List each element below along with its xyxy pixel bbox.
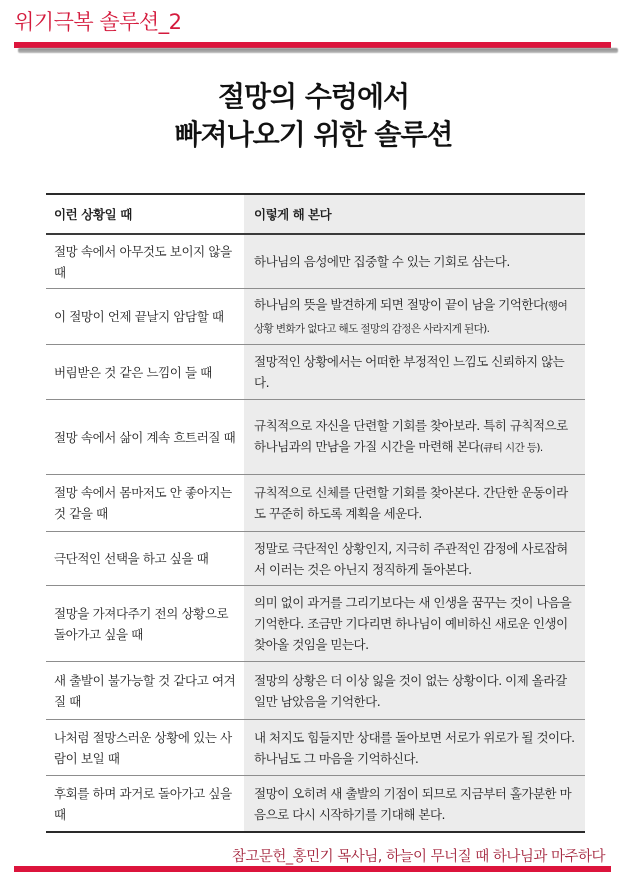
table-row	[46, 532, 585, 586]
situation-cell: 극단적인 선택을 하고 싶을 때	[54, 551, 209, 566]
table-row	[46, 235, 585, 289]
action-text: 의미 없이 과거를 그리기보다는 새 인생을 꿈꾸는 것이 나음을 기억한다. 조금만 기다리면 하나님이 예비하신 새로운 인생이 찾아올 것임을 믿는다.	[254, 595, 572, 652]
action-text: 내 처지도 힘들지만 상대를 돌아보면 서로가 위로가 될 것이다. 하나님도 그 마음을 기억하신다.	[254, 729, 575, 766]
table-row	[46, 400, 585, 475]
situation-cell: 버림받은 것 같은 느낌이 들 때	[54, 364, 212, 380]
action-text: 하나님의 음성에만 집중할 수 있는 기회로 삼는다.	[254, 254, 510, 269]
action-cell	[244, 662, 585, 719]
situation-cell: 나처럼 절망스러운 상황에 있는 사람이 보일 때	[54, 729, 232, 766]
situation-cell: 절망 속에서 몸마저도 안 좋아지는 것 같을 때	[54, 485, 232, 521]
situation-cell: 이 절망이 언제 끝날지 암담할 때	[54, 309, 224, 324]
situation-cell: 절망 속에서 삶이 계속 흐트러질 때	[54, 429, 236, 445]
action-text: 정말로 극단적인 상황인지, 지극히 주관적인 감정에 사로잡혀서 이러는 것은 아닌지 정직하게 돌아본다.	[254, 540, 568, 577]
footer-divider	[14, 866, 611, 872]
table-row	[46, 475, 585, 532]
table-row	[46, 776, 585, 833]
action-cell	[244, 720, 585, 775]
section-title: 위기극복 솔루션_2	[14, 10, 182, 34]
table-row	[46, 345, 585, 400]
action-cell	[244, 400, 585, 474]
table-header-row	[46, 195, 585, 235]
table-row	[46, 289, 585, 345]
situation-cell: 새 출발이 불가능할 것 같다고 여겨질 때	[54, 672, 236, 709]
header-shadow	[18, 48, 618, 53]
action-note: (큐티 시간 등).	[479, 442, 543, 454]
action-cell	[244, 586, 585, 661]
action-text: 절망적인 상황에서는 어떠한 부정적인 느낌도 신뢰하지 않는다.	[254, 354, 565, 390]
action-text: 규칙적으로 자신을 단련할 기회를 찾아보라. 특히 규칙적으로 하나님과의 만남을 가질 시간을 마련해 본다	[254, 418, 568, 454]
action-cell	[244, 776, 585, 831]
action-text: 규칙적으로 신체를 단련할 기회를 찾아본다. 간단한 운동이라도 꾸준히 하도록 계획을 세운다.	[254, 485, 568, 521]
action-text: 절망이 오히려 새 출발의 기점이 되므로 지금부터 홀가분한 마음으로 다시 시작하기를 기대해 본다.	[254, 785, 572, 822]
situation-cell: 후회를 하며 과거로 돌아가고 싶을 때	[54, 785, 232, 822]
action-text: 절망의 상황은 더 이상 잃을 것이 없는 상황이다. 이제 올라갈 일만 남았음을 기억한다.	[254, 672, 567, 709]
action-cell	[244, 532, 585, 585]
action-cell	[244, 235, 585, 288]
table-row	[46, 720, 585, 776]
column-header-situation: 이런 상황일 때	[54, 206, 132, 222]
page-title-line1: 절망의 수렁에서	[217, 80, 410, 113]
action-note: (행여 상황 변화가 없다고 해도 절망의 감정은 사라지게 된다).	[254, 299, 568, 335]
table-row	[46, 662, 585, 720]
table-row	[46, 586, 585, 662]
situation-cell: 절망을 가져다주기 전의 상황으로 돌아가고 싶을 때	[54, 605, 229, 642]
action-cell	[244, 345, 585, 399]
action-cell	[244, 289, 585, 344]
action-cell	[244, 475, 585, 531]
solution-table	[46, 193, 585, 833]
situation-cell: 절망 속에서 아무것도 보이지 않을 때	[54, 243, 232, 280]
action-text: 하나님의 뜻을 발견하게 되면 절망이 끝이 남을 기억한다	[254, 296, 545, 312]
column-header-action: 이렇게 해 본다	[244, 195, 585, 233]
reference-citation: 참고문헌_홍민기 목사님, 하늘이 무너질 때 하나님과 마주하다	[231, 849, 605, 865]
page-title-line2: 빠져나오기 위한 솔루션	[174, 118, 453, 151]
